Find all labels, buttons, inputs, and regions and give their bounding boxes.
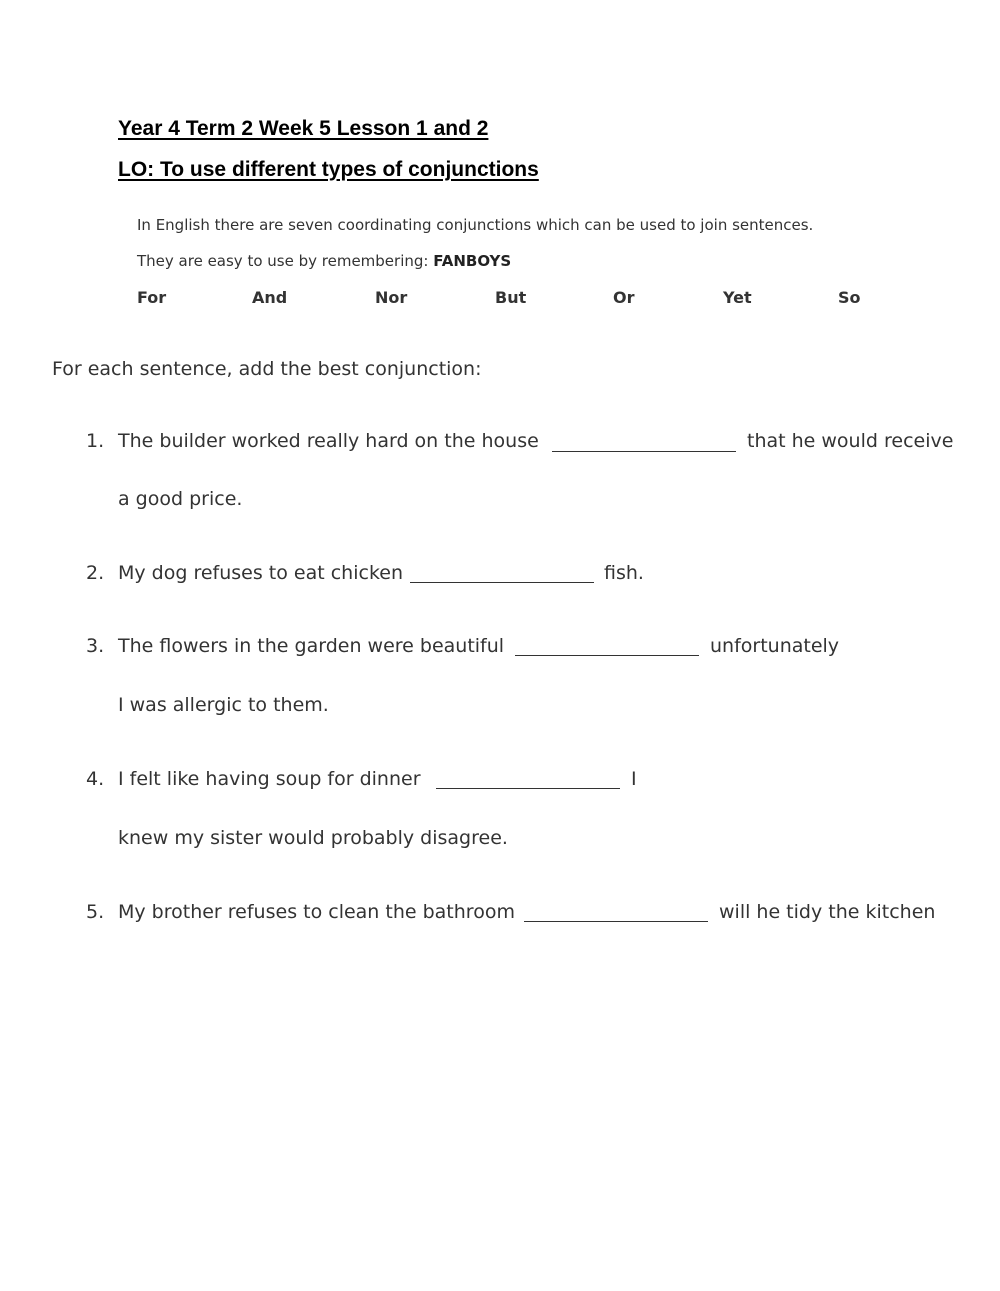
intro-mnemonic-prefix: They are easy to use by remembering: xyxy=(137,252,434,270)
learning-objective: LO: To use different types of conjunctions xyxy=(118,158,539,181)
question-3-text-after: unfortunately xyxy=(710,635,840,657)
question-2-text-after: fish. xyxy=(604,562,644,584)
fanboys-keyword: FANBOYS xyxy=(433,252,512,270)
question-3-blank[interactable] xyxy=(515,655,699,656)
conjunction-but: But xyxy=(495,288,527,307)
question-5-number: 5. xyxy=(86,901,105,923)
intro-text: In English there are seven coordinating conjunctions which can be used to join sentences. xyxy=(137,216,814,234)
page-title: Year 4 Term 2 Week 5 Lesson 1 and 2 xyxy=(118,117,489,140)
question-2-text-before: My dog refuses to eat chicken xyxy=(118,562,404,584)
question-3-text-before: The flowers in the garden were beautiful xyxy=(118,635,505,657)
question-3-continuation: I was allergic to them. xyxy=(118,694,329,716)
question-1-text-after: that he would receive xyxy=(747,430,954,452)
question-4-continuation: knew my sister would probably disagree. xyxy=(118,827,508,849)
instruction: For each sentence, add the best conjunction: xyxy=(52,358,482,380)
question-4-text-after: I xyxy=(631,768,637,790)
question-1-text-before: The builder worked really hard on the house xyxy=(118,430,539,452)
conjunction-yet: Yet xyxy=(723,288,752,307)
intro-mnemonic xyxy=(137,252,511,270)
question-4-blank[interactable] xyxy=(436,788,620,789)
question-5-text-before: My brother refuses to clean the bathroom xyxy=(118,901,515,923)
question-1-blank[interactable] xyxy=(552,451,736,452)
conjunction-so: So xyxy=(838,288,861,307)
conjunction-or: Or xyxy=(613,288,635,307)
question-5-blank[interactable] xyxy=(524,921,708,922)
question-5-text-after: will he tidy the kitchen xyxy=(719,901,936,923)
question-2-blank[interactable] xyxy=(410,582,594,583)
question-3-number: 3. xyxy=(86,635,105,657)
question-4-text-before: I felt like having soup for dinner xyxy=(118,768,421,790)
question-1-number: 1. xyxy=(86,430,105,452)
question-2-number: 2. xyxy=(86,562,105,584)
question-1-continuation: a good price. xyxy=(118,488,243,510)
conjunction-and: And xyxy=(252,288,288,307)
conjunction-for: For xyxy=(137,288,167,307)
conjunction-nor: Nor xyxy=(375,288,408,307)
question-4-number: 4. xyxy=(86,768,105,790)
